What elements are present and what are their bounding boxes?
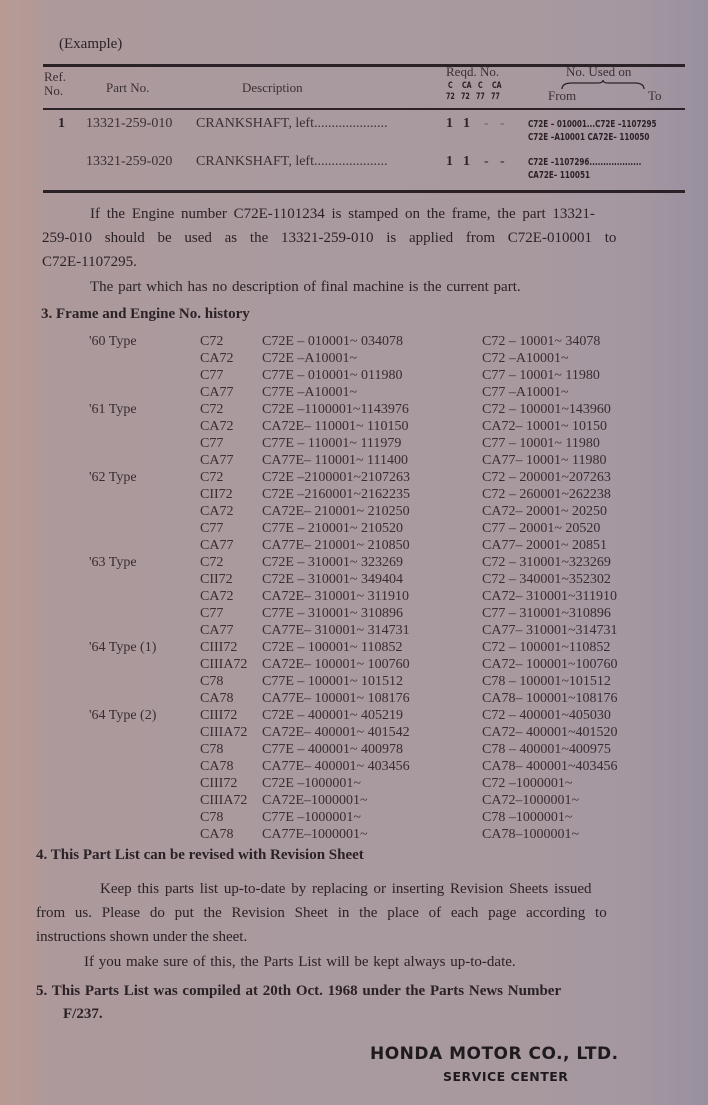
frame-number-range: C72 – 310001~323269 <box>482 555 611 570</box>
history-row <box>0 385 708 402</box>
reqd-ca77: - <box>500 154 505 169</box>
engine-number-range: C77E – 310001~ 310896 <box>262 606 403 621</box>
frame-number-range: C72 – 100001~110852 <box>482 640 611 655</box>
frame-number-range: C72 –A10001~ <box>482 351 569 366</box>
history-row <box>0 657 708 674</box>
header-reqd-no: Reqd. No. <box>446 64 500 79</box>
model-year-type: '63 Type <box>89 555 137 570</box>
engine-number-range: C77E – 210001~ 210520 <box>262 521 403 536</box>
engine-number-range: CA77E–1000001~ <box>262 827 368 842</box>
engine-number-range: C77E –1000001~ <box>262 810 361 825</box>
header-part-no: Part No. <box>106 80 150 95</box>
model-name: CII72 <box>200 572 233 587</box>
reqd-c77: - <box>484 154 489 169</box>
frame-number-range: C77 –A10001~ <box>482 385 569 400</box>
model-name: CA78 <box>200 759 234 774</box>
model-name: C78 <box>200 674 224 689</box>
history-row <box>0 708 708 725</box>
history-row <box>0 572 708 589</box>
model-name: CA72 <box>200 504 234 519</box>
frame-number-range: C77 – 20001~ 20520 <box>482 521 601 536</box>
history-row <box>0 555 708 572</box>
engine-number-range: CA77E– 400001~ 403456 <box>262 759 410 774</box>
section-4-line-2: from us. Please do put the Revision Sheet in the place of each page according to <box>36 905 607 921</box>
history-row <box>0 759 708 776</box>
engine-number-range: C72E –2100001~2107263 <box>262 470 410 485</box>
engine-number-range: CA72E– 310001~ 311910 <box>262 589 410 604</box>
history-row <box>0 691 708 708</box>
section-5-line-1: 5. This Parts List was compiled at 20th Oct. 1968 under the Parts News Number <box>36 983 562 999</box>
model-name: C77 <box>200 368 224 383</box>
engine-number-range: C77E – 400001~ 400978 <box>262 742 403 757</box>
engine-number-range: CA72E–1000001~ <box>262 793 368 808</box>
history-row <box>0 606 708 623</box>
history-row <box>0 810 708 827</box>
history-row <box>0 436 708 453</box>
header-from: From <box>548 88 577 103</box>
reqd-ca77: - <box>500 116 505 131</box>
department-name: SERVICE CENTER <box>443 1069 569 1084</box>
frame-number-range: C78 – 100001~101512 <box>482 674 611 689</box>
engine-number-range: C72E – 100001~ 110852 <box>262 640 403 655</box>
section-4-heading: 4. This Part List can be revised with Revision Sheet <box>36 847 364 863</box>
model-name: CIII72 <box>200 708 238 723</box>
history-row <box>0 640 708 657</box>
model-name: CA72 <box>200 419 234 434</box>
model-name: CII72 <box>200 487 233 502</box>
header-used-on: No. Used on <box>566 64 632 79</box>
history-row <box>0 589 708 606</box>
model-name: C72 <box>200 402 224 417</box>
reqd-ca72: 1 <box>463 116 470 131</box>
engine-number-range: C77E – 100001~ 101512 <box>262 674 403 689</box>
model-name: CIII72 <box>200 640 238 655</box>
frame-number-range: CA78– 400001~403456 <box>482 759 618 774</box>
engine-number-range: C72E – 310001~ 323269 <box>262 555 403 570</box>
model-name: C78 <box>200 810 224 825</box>
used-on-line1: C72E –1107296................... <box>528 157 642 168</box>
frame-number-range: CA72– 20001~ 20250 <box>482 504 608 519</box>
engine-number-range: C77E –A10001~ <box>262 385 358 400</box>
frame-number-range: C72 – 340001~352302 <box>482 572 611 587</box>
example-label: (Example) <box>59 36 123 52</box>
frame-number-range: CA77– 10001~ 11980 <box>482 453 607 468</box>
frame-number-range: CA78– 100001~108176 <box>482 691 618 706</box>
current-part-note: The part which has no description of final machine is the current part. <box>90 279 521 295</box>
model-year-type: '62 Type <box>89 470 137 485</box>
frame-number-range: CA77– 310001~314731 <box>482 623 618 638</box>
model-name: CIIIA72 <box>200 725 248 740</box>
engine-number-range: C77E – 110001~ 111979 <box>262 436 402 451</box>
frame-number-range: C72 – 400001~405030 <box>482 708 611 723</box>
model-name: CA72 <box>200 589 234 604</box>
engine-number-range: CA72E– 210001~ 210250 <box>262 504 410 519</box>
frame-number-range: CA78–1000001~ <box>482 827 580 842</box>
used-on-line2: CA72E– 110051 <box>528 170 590 181</box>
frame-number-range: C72 – 10001~ 34078 <box>482 334 601 349</box>
frame-number-range: C77 – 10001~ 11980 <box>482 436 600 451</box>
reqd-c72: 1 <box>446 116 453 131</box>
company-name: HONDA MOTOR CO., LTD. <box>370 1044 619 1064</box>
engine-number-range: CA72E– 400001~ 401542 <box>262 725 410 740</box>
model-year-type: '61 Type <box>89 402 137 417</box>
used-on-line1: C72E – 010001...C72E –1107295 <box>528 119 657 130</box>
model-name: CIII72 <box>200 776 238 791</box>
history-row <box>0 521 708 538</box>
section-4-line-4: If you make sure of this, the Parts List will be kept always up-to-date. <box>84 954 516 970</box>
engine-number-range: CA77E– 100001~ 108176 <box>262 691 410 706</box>
ref-no: 1 <box>58 116 65 131</box>
header-description: Description <box>242 80 303 95</box>
model-year-type: '64 Type (2) <box>89 708 157 723</box>
history-row <box>0 351 708 368</box>
section-3-heading: 3. Frame and Engine No. history <box>41 306 250 322</box>
history-row <box>0 742 708 759</box>
engine-number-range: CA72E– 100001~ 100760 <box>262 657 410 672</box>
header-bottom-rule <box>43 108 685 110</box>
used-on-line2: C72E –A10001 CA72E– 110050 <box>528 132 650 143</box>
explanation-line-1: If the Engine number C72E-1101234 is stamped on the frame, the part 13321- <box>90 206 595 222</box>
engine-number-range: C72E – 010001~ 034078 <box>262 334 403 349</box>
history-row <box>0 487 708 504</box>
engine-number-range: C72E – 310001~ 349404 <box>262 572 403 587</box>
section-4-line-3: instructions shown under the sheet. <box>36 929 248 945</box>
frame-number-range: CA72– 100001~100760 <box>482 657 618 672</box>
model-name: C77 <box>200 436 224 451</box>
frame-number-range: CA72– 400001~401520 <box>482 725 618 740</box>
engine-number-range: C72E – 400001~ 405219 <box>262 708 403 723</box>
frame-number-range: C72 – 100001~143960 <box>482 402 611 417</box>
history-row <box>0 334 708 351</box>
description: CRANKSHAFT, left..................... <box>196 116 388 131</box>
history-row <box>0 504 708 521</box>
history-row <box>0 827 708 844</box>
engine-number-range: C72E –1100001~1143976 <box>262 402 409 417</box>
model-name: CA77 <box>200 453 234 468</box>
model-name: C72 <box>200 334 224 349</box>
engine-number-range: CA77E– 110001~ 111400 <box>262 453 409 468</box>
history-row <box>0 776 708 793</box>
model-name: CA78 <box>200 691 234 706</box>
model-name: CA77 <box>200 385 234 400</box>
engine-number-range: C72E –2160001~2162235 <box>262 487 410 502</box>
history-row <box>0 674 708 691</box>
model-name: CA77 <box>200 538 234 553</box>
frame-number-range: C77 – 310001~310896 <box>482 606 611 621</box>
model-name: CA77 <box>200 623 234 638</box>
engine-number-range: CA77E– 310001~ 314731 <box>262 623 410 638</box>
model-name: CA72 <box>200 351 234 366</box>
model-name: C77 <box>200 521 224 536</box>
model-name: C78 <box>200 742 224 757</box>
part-no: 13321-259-010 <box>86 116 173 131</box>
history-row <box>0 453 708 470</box>
frame-number-range: C72 – 260001~262238 <box>482 487 611 502</box>
model-name: CA78 <box>200 827 234 842</box>
history-row <box>0 538 708 555</box>
frame-number-range: C77 – 10001~ 11980 <box>482 368 600 383</box>
section-5-line-2: F/237. <box>63 1006 103 1022</box>
engine-number-range: C72E –A10001~ <box>262 351 358 366</box>
table-bottom-rule <box>43 190 685 193</box>
explanation-line-2: 259-010 should be used as the 13321-259-010 is applied from C72E-010001 to <box>42 230 617 246</box>
history-row <box>0 368 708 385</box>
engine-number-range: C72E –1000001~ <box>262 776 361 791</box>
model-name: C72 <box>200 470 224 485</box>
frame-number-range: CA72– 10001~ 10150 <box>482 419 608 434</box>
reqd-c72: 1 <box>446 154 453 169</box>
history-row <box>0 470 708 487</box>
frame-number-range: C72 –1000001~ <box>482 776 573 791</box>
part-no: 13321-259-020 <box>86 154 173 169</box>
model-name: CIIIA72 <box>200 793 248 808</box>
engine-number-range: CA77E– 210001~ 210850 <box>262 538 410 553</box>
model-name: C72 <box>200 555 224 570</box>
engine-number-range: CA72E– 110001~ 110150 <box>262 419 409 434</box>
frame-number-range: CA72–1000001~ <box>482 793 580 808</box>
model-year-type: '60 Type <box>89 334 137 349</box>
frame-number-range: CA77– 20001~ 20851 <box>482 538 608 553</box>
model-name: C77 <box>200 606 224 621</box>
header-to: To <box>648 88 662 103</box>
history-row <box>0 623 708 640</box>
header-ref-no: Ref. No. <box>44 69 67 98</box>
description: CRANKSHAFT, left..................... <box>196 154 388 169</box>
engine-number-range: C77E – 010001~ 011980 <box>262 368 403 383</box>
frame-number-range: C72 – 200001~207263 <box>482 470 611 485</box>
history-row <box>0 419 708 436</box>
reqd-c77: - <box>484 116 489 131</box>
reqd-ca72: 1 <box>463 154 470 169</box>
model-year-type: '64 Type (1) <box>89 640 157 655</box>
frame-number-range: C78 – 400001~400975 <box>482 742 611 757</box>
explanation-line-3: C72E-1107295. <box>42 254 137 270</box>
history-row <box>0 725 708 742</box>
history-row <box>0 402 708 419</box>
model-name: CIIIA72 <box>200 657 248 672</box>
parts-list-page: (Example) Ref. No. Part No. Description Reqd. No. C CA C CA 72 72 77 77 No. Used on From To 1 13321-259-010 CRANKSHAFT, left..................... 1 1 - - C72E – 010001...C72E –1107295 C72E –A10001 CA72E– 110050 13321-259-020 CRANKSHAFT, left..................... 1 1 - - C72E –1107296................... CA72E– 110051 If the Engine number C72E-1101234 is stamped on the frame, the part 13321- 259-010 should be used as the 13321-259-010 is applied from C72E-010001 to C72E-1107295. The part which has no description of final machine is the current part. 3. Frame and Engine No. history '60 Type C72 C72E – 010001~ 034078 C72 – 10001~ 34078 CA72 C72E –A10001~ C72 –A10001~ C77 C77E – 010001~ 011980 C77 – 10001~ 11980 CA77 C77E –A10001~ C77 –A10001~ '61 Type C72 C72E –1100001~1143976 C72 – 100001~143960 CA72 CA72E– 110001~ 110150 CA72– 10001~ 10150 C77 C77E – 110001~ 111979 C77 – 10001~ 11980 CA77 CA77E– 110001~ 111400 CA77– 10001~ 11980 '62 Type C72 C72E –2100001~2107263 C72 – 200001~207263 CII72 C72E –2160001~2162235 C72 – 260001~262238 CA72 CA72E– 210001~ 210250 CA72– 20001~ 20250 C77 C77E – 210001~ 210520 C77 – 20001~ 20520 CA77 CA77E– 210001~ 210850 CA77– 20001~ 20851 '63 Type C72 C72E – 310001~ 323269 C72 – 310001~323269 CII72 C72E – 310001~ 349404 C72 – 340001~352302 CA72 CA72E– 310001~ 311910 CA72– 310001~311910 C77 C77E – 310001~ 310896 C77 – 310001~310896 CA77 CA77E– 310001~ 314731 CA77– 310001~314731 '64 Type (1) CIII72 C72E – 100001~ 110852 C72 – 100001~110852 CIIIA72 CA72E– 100001~ 100760 CA72– 100001~100760 C78 C77E – 100001~ 101512 C78 – 100001~101512 CA78 CA77E– 100001~ 108176 CA78– 100001~108176 '64 Type (2) CIII72 C72E – 400001~ 405219 C72 – 400001~405030 CIIIA72 CA72E– 400001~ 401542 CA72– 400001~401520 C78 C77E – 400001~ 400978 C78 – 400001~400975 CA78 CA77E– 400001~ 403456 CA78– 400001~403456 CIII72 C72E –1000001~ C72 –1000001~ CIIIA72 CA72E–1000001~ CA72–1000001~ C78 C77E –1000001~ C78 –1000001~ CA78 CA77E–1000001~ CA78–1000001~ 4. This Part List can be revised with Revision Sheet Keep this parts list up-to-date by replacing or inserting Revision Sheets issued from us. Please do put the Revision Sheet in the place of each page according to instructions shown under the sheet. If you make sure of this, the Parts List will be kept always up-to-date. 5. This Parts List was compiled at 20th Oct. 1968 under the Parts News Number F/237. HONDA MOTOR CO., LTD. SERVICE CENTER <box>0 0 708 1105</box>
section-4-line-1: Keep this parts list up-to-date by replacing or inserting Revision Sheets issued <box>100 881 592 897</box>
frame-number-range: C78 –1000001~ <box>482 810 573 825</box>
frame-number-range: CA72– 310001~311910 <box>482 589 618 604</box>
history-row <box>0 793 708 810</box>
